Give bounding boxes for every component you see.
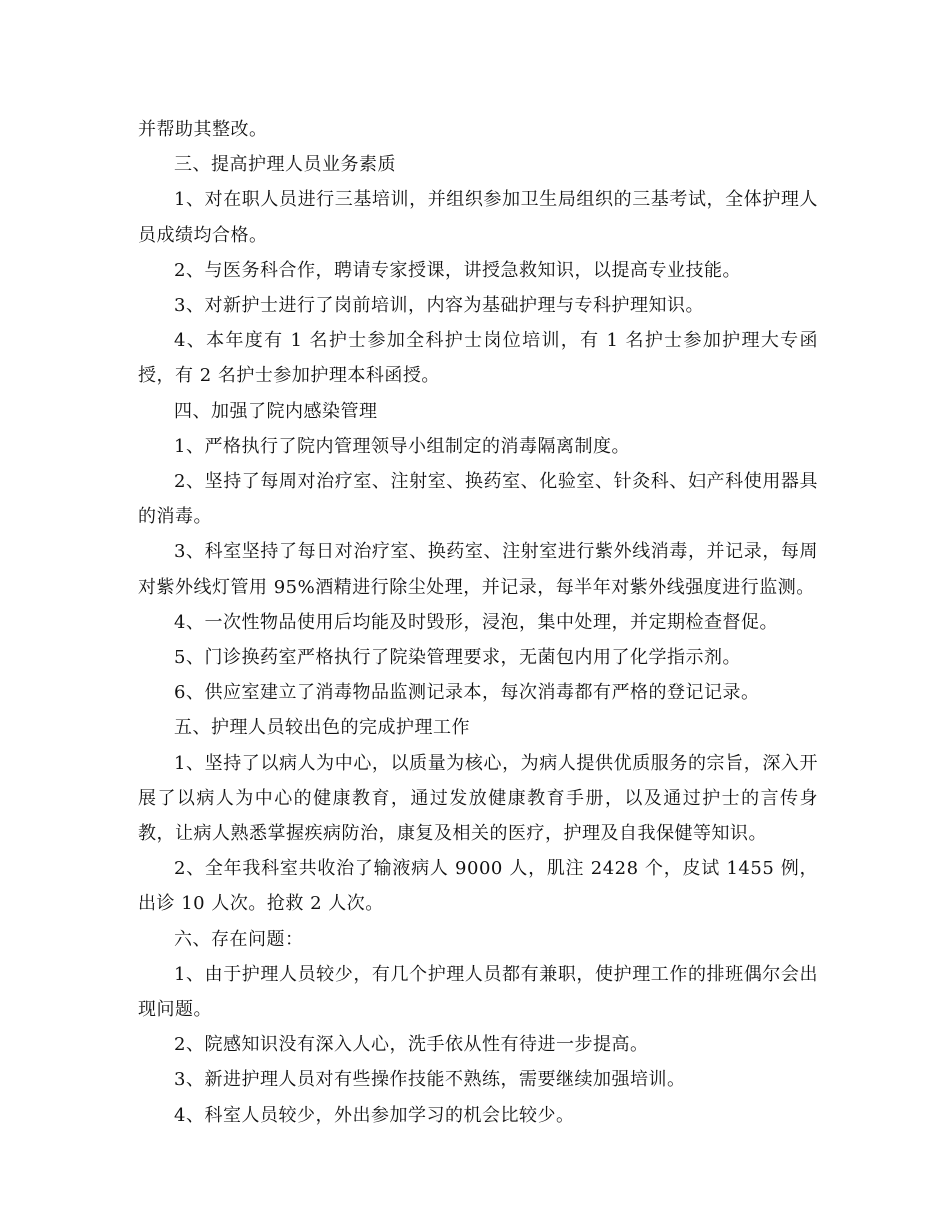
- paragraph-6-4: 4、科室人员较少，外出参加学习的机会比较少。: [174, 1104, 575, 1126]
- paragraph-4-2: 2、坚持了每周对治疗室、注射室、换药室、化验室、针灸科、妇产科使用器具的消毒。: [138, 471, 818, 528]
- paragraph-3-3: 3、对新护士进行了岗前培训，内容为基础护理与专科护理知识。: [174, 295, 704, 317]
- paragraph-continuation: 并帮助其整改。: [138, 119, 268, 140]
- section-heading-4: 四、加强了院内感染管理: [174, 400, 378, 422]
- section-heading-3: 三、提高护理人员业务素质: [174, 154, 396, 176]
- paragraph-3-2: 2、与医务科合作，聘请专家授课，讲授急救知识，以提高专业技能。: [174, 259, 741, 281]
- section-heading-5: 五、护理人员较出色的完成护理工作: [174, 717, 470, 739]
- document-body: [138, 112, 818, 1133]
- paragraph-4-3: 3、科室坚持了每日对治疗室、换药室、注射室进行紫外线消毒，并记录，每周对紫外线灯管用 95%酒精进行除尘处理，并记录，每半年对紫外线强度进行监测。: [138, 541, 818, 598]
- paragraph-4-5: 5、门诊换药室严格执行了院染管理要求，无菌包内用了化学指示剂。: [174, 647, 741, 669]
- paragraph-3-4: 4、本年度有 1 名护士参加全科护士岗位培训，有 1 名护士参加护理大专函授，有 2 名护士参加护理本科函授。: [138, 330, 818, 387]
- paragraph-6-1: 1、由于护理人员较少，有几个护理人员都有兼职，使护理工作的排班偶尔会出现问题。: [138, 963, 818, 1021]
- paragraph-5-2: 2、全年我科室共收治了输液病人 9000 人，肌注 2428 个，皮试 1455 例，出诊 10 人次。抢救 2 人次。: [138, 858, 818, 915]
- paragraph-6-2: 2、院感知识没有深入人心，洗手依从性有待进一步提高。: [174, 1034, 649, 1056]
- section-heading-6: 六、存在问题：: [174, 928, 304, 950]
- paragraph-5-1: 1、坚持了以病人为中心，以质量为核心，为病人提供优质服务的宗旨，深入开展了以病人为中心的健康教育，通过发放健康教育手册，以及通过护士的言传身教，让病人熟悉掌握疾病防治，康复及相关的医疗，护理及自我保健等知识。: [138, 752, 818, 845]
- paragraph-4-4: 4、一次性物品使用后均能及时毁形，浸泡，集中处理，并定期检查督促。: [174, 611, 778, 633]
- paragraph-4-6: 6、供应室建立了消毒物品监测记录本，每次消毒都有严格的登记记录。: [174, 682, 760, 704]
- paragraph-3-1: 1、对在职人员进行三基培训，并组织参加卫生局组织的三基考试，全体护理人员成绩均合格。: [138, 189, 818, 246]
- paragraph-4-1: 1、严格执行了院内管理领导小组制定的消毒隔离制度。: [174, 435, 630, 457]
- paragraph-6-3: 3、新进护理人员对有些操作技能不熟练，需要继续加强培训。: [174, 1069, 686, 1091]
